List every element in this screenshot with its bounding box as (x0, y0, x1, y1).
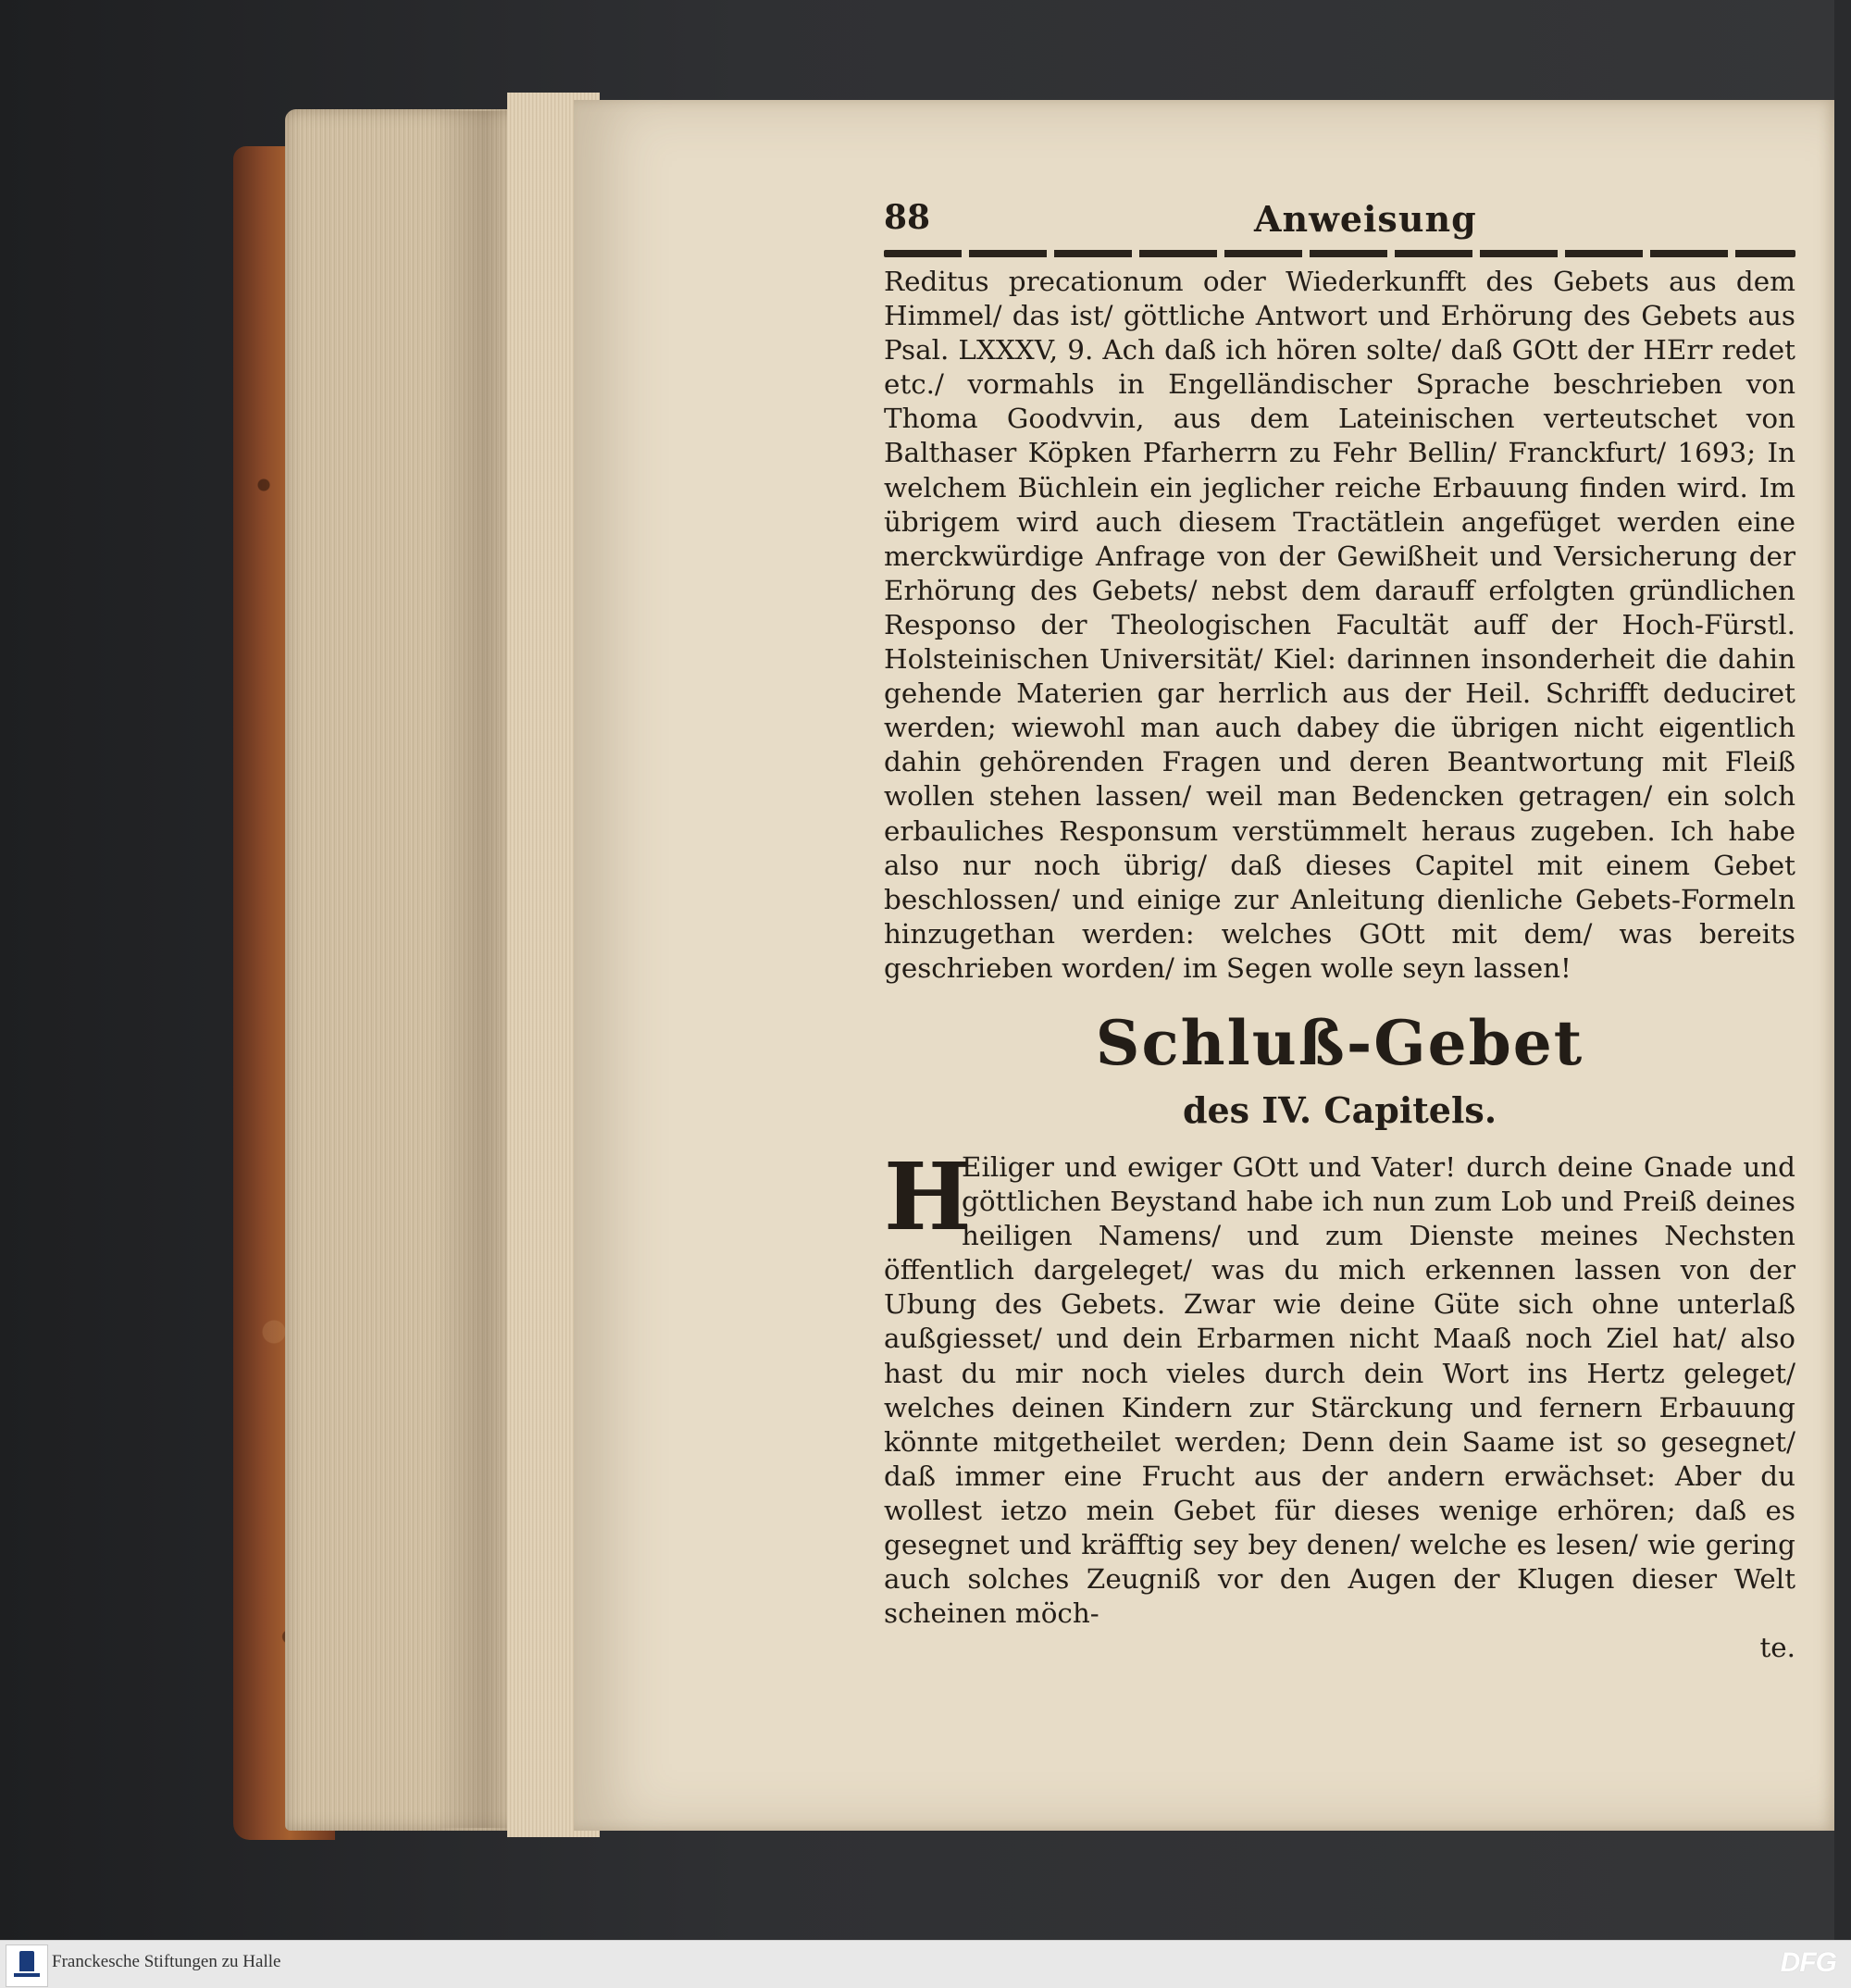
page-text-block (884, 198, 1795, 1665)
running-head: Anweisung (1254, 198, 1477, 240)
prayer-paragraph (884, 1141, 1795, 1631)
logo-base-icon (14, 1973, 40, 1977)
page-number: 88 (884, 198, 931, 237)
page-edge-shadow (435, 111, 518, 1828)
right-margin-strip (1834, 0, 1851, 1940)
logo-building-icon (19, 1951, 34, 1971)
prayer-subtitle: des IV. Capitels. (1182, 1088, 1497, 1131)
catchword: te. (1759, 1632, 1795, 1664)
prayer-title: Schluß-Gebet (1095, 1006, 1584, 1079)
institution-logo-icon[interactable] (6, 1945, 48, 1987)
drop-cap: H (884, 1141, 972, 1251)
body-paragraph: Reditus precationum oder Wiederkunfft des Gebets aus dem Himmel/ das ist/ göttliche Antwort und Erhörung des Gebets aus Psal. LXXXV, 9. Ach daß ich hören solte/ daß GOtt der HErr redet etc./ vormahls in Engelländischer Sprache beschrieben von Thoma Goodvvin, aus dem Lateinischen verteutschet von Balthaser Köpken Pfarherrn zu Fehr Bellin/ Franckfurt/ 1693; In welchem Büchlein ein jeglicher reiche Erbauung finden wird. Im übrigem wird auch diesem Tractätlein angefüget werden eine merckwürdige Anfrage von der Gewißheit und Versicherung der Erhörung des Gebets/ nebst dem darauff erfolgten gründlichen Responso der Theologischen Facultät auff der Hoch-Fürstl. Holsteinischen Universität/ Kiel: darinnen insonderheit die dahin gehende Materien gar herrlich aus der Heil. Schrifft deduciret werden; wiewohl man auch dabey die übrigen nicht eigentlich dahin gehörenden Fragen und deren Beantwortung mit Fleiß wollen stehen lassen/ weil man Bedencken getragen/ ein solch erbauliches Responsum verstümmelt heraus zugeben. Ich habe also nur noch übrig/ daß dieses Capitel mit einem Gebet beschlossen/ und einige zur Anleitung dienliche Gebets-Formeln hinzugethan werden: welches GOtt mit dem/ was bereits geschrieben worden/ im Segen wolle seyn lassen! (884, 266, 1795, 984)
prayer-text: Eiliger und ewiger GOtt und Vater! durch deine Gnade und göttlichen Beystand habe ich nun zum Lob und Preiß deines heiligen Namens/ und zum Dienste meines Nechsten öffentlich dargeleget/ was du mich erkennen lassen von der Ubung des Gebets. Zwar wie deine Güte sich ohne unterlaß außgiesset/ und dein Erbarmen nicht Maaß noch Ziel hat/ also hast du mir noch vieles durch dein Wort ins Hertz geleget/ welches deinen Kindern zur Stärckung und fernern Erbauung könnte mitgetheilet werden; Denn dein Saame ist so gesegnet/ daß immer eine Frucht aus der andern erwächset: Aber du wollest ietzo mein Gebet für dieses wenige erhören; daß es gesegnet und kräfftig sey bey denen/ welche es lesen/ wie gering auch solches Zeugniß vor den Augen der Klugen dieser Welt scheinen möch- (884, 1150, 1795, 1630)
dfg-logo: DFG (1780, 1947, 1836, 1978)
institution-name[interactable]: Franckesche Stiftungen zu Halle (52, 1952, 281, 1971)
viewer-footer (0, 1940, 1851, 1988)
header-rule (884, 250, 1795, 257)
page-header (884, 198, 1795, 244)
